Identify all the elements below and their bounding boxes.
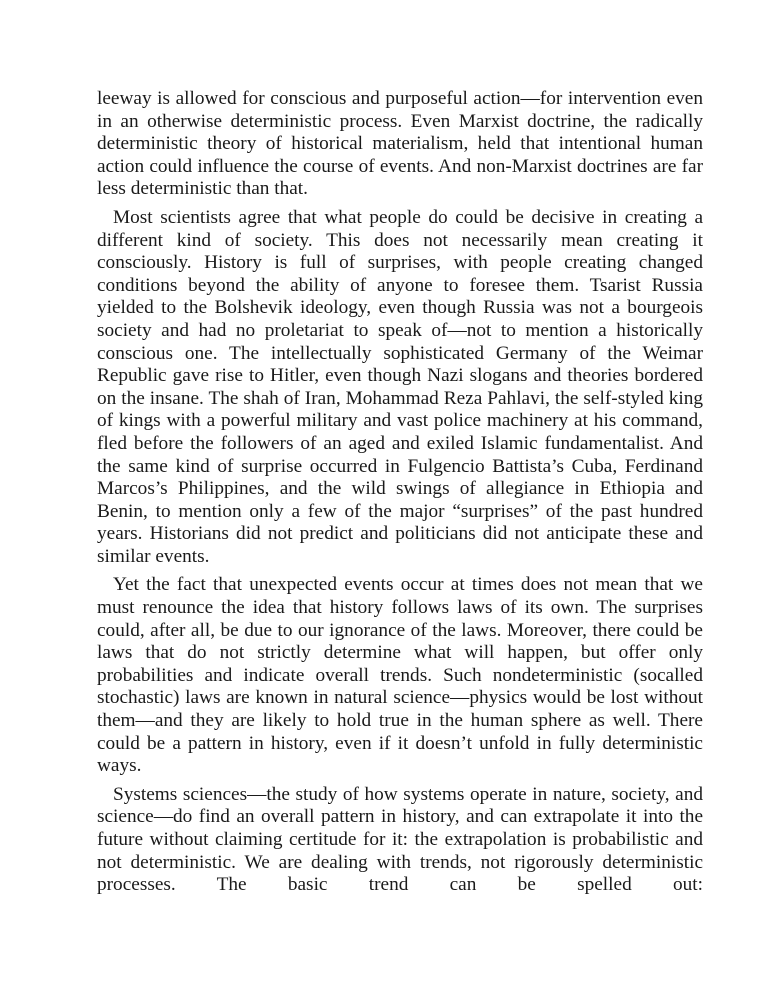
paragraph-4: Systems sciences—the study of how systems operate in nature, society, and science—do find an overall pattern in history, and can extrapolate it into the future without claiming certitude for it: the extrapolation is probabilistic and not deterministic. We are dealing with trends, not rigorously deterministic processes. The basic trend can be spelled out:	[97, 783, 703, 896]
document-page	[97, 88, 703, 903]
paragraph-3: Yet the fact that unexpected events occur at times does not mean that we must renounce the idea that history follows laws of its own. The surprises could, after all, be due to our ignorance of the laws. Moreover, there could be laws that do not strictly determine what will happen, but offer only probabilities and indicate overall trends. Such nondeterministic (socalled stochastic) laws are known in natural science—physics would be lost without them—and they are likely to hold true in the human sphere as well. There could be a pattern in history, even if it doesn’t unfold in fully deterministic ways.	[97, 574, 703, 777]
paragraph-1: leeway is allowed for conscious and purposeful action—for intervention even in an otherwise deterministic process. Even Marxist doctrine, the radically deterministic theory of historical materialism, held that intentional human action could influence the course of events. And non-Marxist doctrines are far less deterministic than that.	[97, 88, 703, 200]
paragraph-2: Most scientists agree that what people do could be decisive in creating a different kind of society. This does not necessarily mean creating it consciously. History is full of surprises, with people creating changed conditions beyond the ability of anyone to foresee them. Tsarist Russia yielded to the Bolshevik ideology, even though Russia was not a bourgeois society and had no proletariat to speak of—not to mention a historically conscious one. The intellectually sophisticated Germany of the Weimar Republic gave rise to Hitler, even though Nazi slogans and theories bordered on the insane. The shah of Iran, Mohammad Reza Pahlavi, the self-styled king of kings with a powerful military and vast police machinery at his command, fled before the followers of an aged and exiled Islamic fundamentalist. And the same kind of surprise occurred in Fulgencio Battista’s Cuba, Ferdinand Marcos’s Philippines, and the wild swings of allegiance in Ethiopia and Benin, to mention only a few of the major “surprises” of the past hundred years. Historians did not predict and politicians did not anticipate these and similar events.	[97, 206, 703, 567]
